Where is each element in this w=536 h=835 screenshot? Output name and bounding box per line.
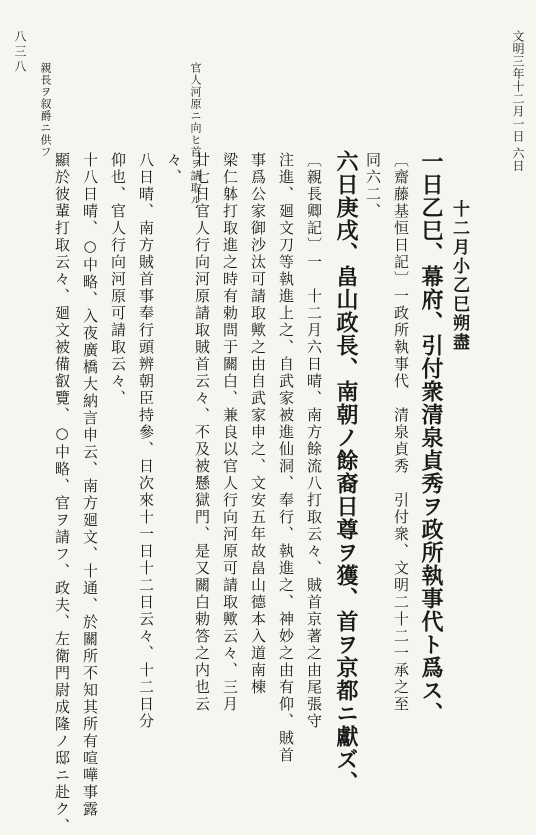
entry-2-text-line-6: 々、 <box>165 152 183 186</box>
entry-4-text-line-2: 顯於彼輩打取云々、廻文被備叡覽、○中略、官ヲ請フ、政夫、左衛門尉成隆ノ邸ニ赴ク、 <box>53 152 71 835</box>
entry-2-text-line-2: 注進、廻文刀等執進上之、自武家被進仙洞、奉行、執進之、神妙之由有仰、賊首 <box>277 152 295 764</box>
entry-2-text-line-3: 事爲公家御沙汰可請取歟之由自武家申之、文安五年故畠山德本入道南棟 <box>249 152 267 696</box>
entry-3-text-line-2: 仰也、官人行向河原可請取云々、 <box>109 152 127 407</box>
month-heading: 十二月小乙巳朔盡 <box>449 200 469 352</box>
running-header-date: 文明三年十二月一日 六日 <box>511 30 525 172</box>
entry-2-text-line-1: 〔親長卿記〕一 十二月六日晴、南方餘流八打取云々、賊首京著之由尾張守 <box>305 152 323 730</box>
margin-note-2: 親長ヲ叙爵ニ供フ <box>39 62 52 158</box>
page-number: 八三八 <box>13 30 27 75</box>
entry-1-heading: 一日乙巳、幕府、引付衆清泉貞秀ヲ政所執事代ト爲ス、 <box>418 150 444 725</box>
entry-3-text-line-1: 八日晴、南方賊首事奉行頭辨朝臣持參、日次來十一日十二日云々、十二日分 <box>137 152 155 730</box>
entry-1-source: 〔齋藤基恒日記〕一政所執事代 清泉貞秀 引付衆、文明二十二一承之至 <box>392 152 410 713</box>
entry-2-text-line-4: 梁仁躰打取進之時有勅問于關白、兼良以官人行向河原可請取歟云々、三月 <box>221 152 239 713</box>
entry-1-continuation: 同六二、 <box>364 152 382 220</box>
entry-2-text-line-5: 廿七日官人行向河原請取賊首云々、不及被懸獄門、是又關白勅答之内也云 <box>193 152 211 713</box>
margin-note-1: 官人河原ニ向ヒ首ヲ請取ル <box>189 62 202 206</box>
entry-2-heading: 六日庚戌、畠山政長、南朝ノ餘裔日尊ヲ獲、首ヲ京都ニ獻ズ、 <box>333 150 359 794</box>
entry-4-text-line-1: 十八日晴、○中略、入夜廣橋大納言申云、南方廻文、十通、於關所不知其所有喧嘩事露 <box>81 152 99 818</box>
